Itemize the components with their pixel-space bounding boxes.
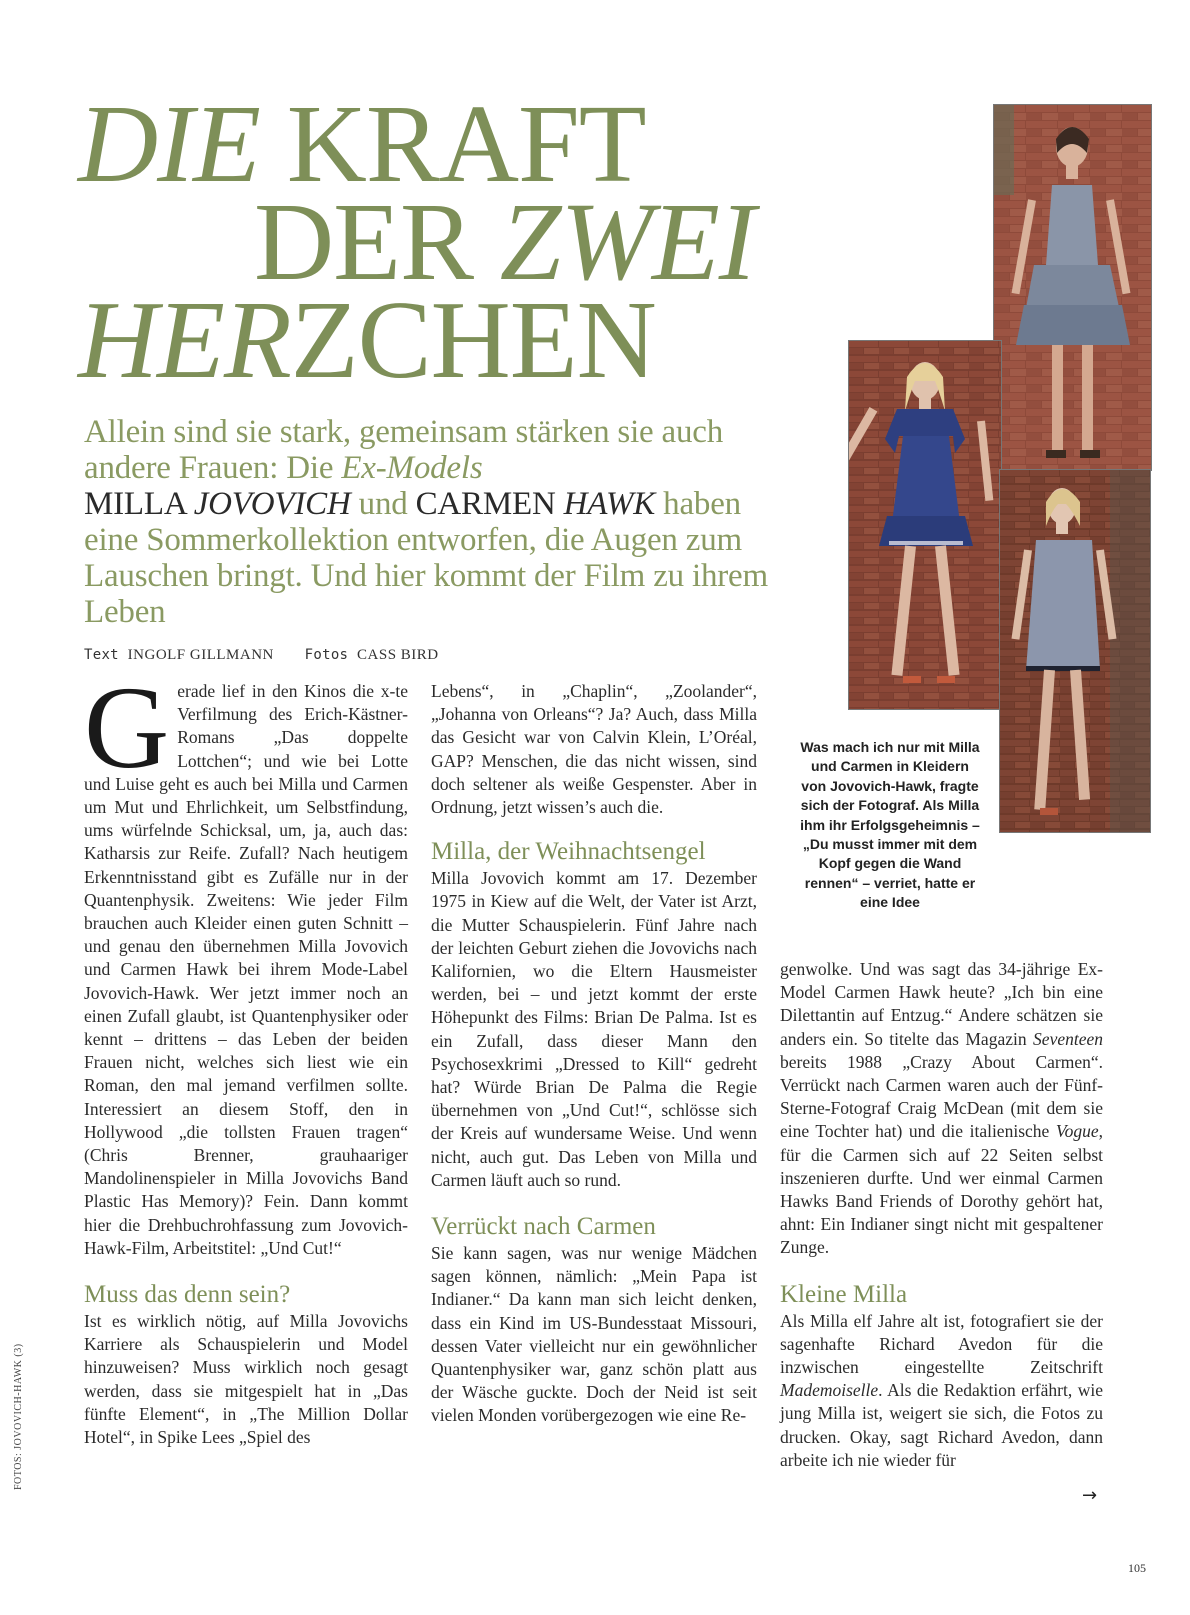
spacer: [431, 819, 757, 837]
headline-word: ZCHEN: [290, 279, 656, 402]
headline-word: DIE: [78, 83, 260, 206]
paragraph-text: Als Milla elf Jahre alt ist, fotografiert sie der sagenhafte Richard Avedon für die inzwischen eingestellte Zeitschrift: [780, 1310, 1103, 1378]
paragraph: Lebens“, in „Chaplin“, „Zoolander“, „Johanna von Orleans“? Ja? Auch, dass Milla das Gesicht war von Calvin Klein, L’Oréal, GAP? Menschen, die das nicht wissen, sind doch seltener als weiße Gespenster. Aber in Ordnung, jetzt wissen’s auch die.: [431, 681, 757, 818]
deck-text: haben eine Sommerkollektion entworfen, die Augen zum Lauschen bringt. Und hier kommt der Film zu ihrem Leben: [84, 486, 768, 630]
headline-word: DER: [254, 181, 500, 304]
section-heading: Milla, der Weihnachtsengel: [431, 838, 706, 866]
photo-milla: [993, 104, 1152, 471]
deck-text: Allein sind sie stark, gemeinsam stärken sie auch andere Frauen: Die: [84, 414, 724, 486]
deck-name: CARMEN: [415, 486, 564, 522]
paragraph: Ist es wirklich nötig, auf Milla Jovovichs Karriere als Schauspielerin und Model hinzuweisen? Muss wirklich noch gesagt werden, dass sie mitgespielt hat in „Das fünfte Element“, in „The Million Dollar Hotel“, in Spike Lees „Spiel des: [84, 1311, 408, 1448]
paragraph-text: erade lief in den Kinos die x-te Verfilmung des Erich-Kästner-Romans „Das doppelte Lottchen“; und wie bei Lotte und Luise geht es auch bei Milla und Carmen um Mut und Ehrlichkeit, um Selbstfindung, ums würfelnde Schicksal, um, ja, auch das: Katharsis zur Reife. Zufall? Nach heutigem Erkenntnisstand gibt es Zufälle nur in der Quantenphysik. Zweitens: Wie jeder Film brauchen auch Kleider einen guten Schnitt – und genau den übernehmen Milla Jovovich und Carmen Hawk bei ihrem Mode-Label Jovovich-Hawk. Wer jetzt immer noch an einen Zufall glaubt, ist Quantenphysiker oder kennt – drittens – das Leben der beiden Frauen nicht, welches sich liest wie ein Roman, den mal jemand verfilmen sollte. Interessiert an diesem Stoff, den in Hollywood „die tollsten Frauen tragen“ (Chris Brenner, grauhaariger Mandolinenspieler in Milla Jovovichs Band Plastic Has Memory)? Fein. Dann kommt hier die Drehbuchrohfassung zum Jovovich-Hawk-Film, Arbeitstitel: „Und Cut!“: [84, 681, 408, 1258]
photo-carmen-blue-dress: [848, 340, 1002, 710]
headline-line-2: [78, 181, 938, 304]
headline-line-3: [78, 279, 938, 402]
credit-label: Text: [84, 647, 119, 663]
headline-line-1: [78, 83, 938, 206]
paragraph: Sie kann sagen, was nur wenige Mädchen sagen können, nämlich: „Mein Papa ist Indianer.“ Da kann man sich leicht denken, dass ein Kind im US-Bundesstaat Missouri, dessen Vater vielleicht nur ein gewöhnlicher Quantenphysiker war, ganz schön platt aus der Wäsche guckte. Doch der Neid ist seit vielen Monden vorübergezogen wie eine Re-: [431, 1243, 757, 1426]
photo-illustration: [849, 341, 1001, 709]
drop-cap: G: [84, 662, 170, 793]
section-heading: Verrückt nach Carmen: [431, 1213, 656, 1241]
photo-caption: Was mach ich nur mit Milla und Carmen in Kleidern von Jovovich-Hawk, fragte sich der Fotograf. Als Milla ihm ihr Erfolgsgeheimnis – „Du musst immer mit dem Kopf gegen die Wand rennen“ – verriet, hatte er eine Idee: [800, 739, 980, 911]
column-1: [84, 662, 408, 1449]
spacer: [84, 1260, 408, 1280]
paragraph: [780, 958, 1103, 1260]
magazine-name: Mademoiselle: [780, 1380, 879, 1401]
section-heading: Kleine Milla: [780, 1280, 908, 1308]
paragraph-text: bereits 1988 „Crazy About Carmen“. Verrückt nach Carmen waren auch der Fünf-Sterne-Fotograf Craig McDean (mit dem sie eine Tochter hat) und die italienische: [780, 1051, 1103, 1142]
deck-name: HAWK: [563, 486, 656, 522]
credit-label: Fotos: [304, 647, 349, 663]
page-number: 105: [1128, 1561, 1146, 1575]
photo-carmen-grey-dress: [999, 469, 1151, 833]
headline-word: ZWEI: [499, 181, 755, 304]
spacer: [431, 1192, 757, 1212]
paragraph-text: . Als die Redaktion erfährt, wie jung Milla ist, weigert sie sich, die Fotos zu drucken. Okay, sagt Richard Avedon, dann arbeite ich nie wieder für: [780, 1380, 1103, 1470]
magazine-name: Vogue: [1055, 1121, 1099, 1142]
paragraph-text: genwolke. Und was sagt das 34-jährige Ex-Model Carmen Hawk heute? „Ich bin eine Dilettantin auf Entzug.“ Andere schätzen sie anders ein. So titelte das Magazin: [780, 959, 1103, 1049]
continue-arrow-icon: →: [1082, 1485, 1098, 1506]
column-2: [431, 680, 757, 1428]
deck: [84, 414, 784, 630]
deck-text: und: [350, 486, 416, 522]
column-3: [780, 958, 1103, 1472]
magazine-name: Seventeen: [1033, 1028, 1103, 1049]
section-heading: Muss das denn sein?: [84, 1281, 291, 1309]
credit-author: INGOLF GILLMANN: [127, 647, 274, 663]
headline-word: KRAFT: [259, 83, 646, 206]
photo-illustration: [994, 105, 1151, 470]
paragraph: [84, 662, 408, 1260]
photo-illustration: [1000, 470, 1150, 832]
paragraph: Milla Jovovich kommt am 17. Dezember 1975 in Kiew auf die Welt, der Vater ist Arzt, die Mutter Schauspielerin. Fünf Jahre nach der leichten Geburt ziehen die Jovovichs nach Kalifornien, wo die Eltern Hausmeister werden, bei – und jetzt kommt der erste Höhepunkt des Films: Brian De Palma. Ist es ein Zufall, dass dieser Mann den Psychosexkrimi „Dressed to Kill“ gedreht hat? Würde Brian De Palma die Regie übernehmen von „Und Cut!“, schlösse sich der Kreis auf wundersame Weise. Und wenn nicht, auch gut. Das Leben von Milla und Carmen läuft auch so rund.: [431, 868, 757, 1190]
deck-text: Ex-Models: [341, 450, 483, 486]
deck-name: JOVOVICH: [193, 486, 351, 522]
deck-name: MILLA: [84, 486, 194, 522]
spacer: [780, 1260, 1103, 1280]
photo-credit: FOTOS: JOVOVICH-HAWK (3): [13, 1343, 24, 1490]
headline: [78, 83, 938, 402]
credit-photographer: CASS BIRD: [357, 647, 439, 663]
headline-word: HER: [78, 279, 291, 402]
paragraph: [780, 1310, 1103, 1472]
paragraph-text: , für die Carmen sich auf 22 Seiten selbst inszenieren durfte. Und wer einmal Carmen Hawks Band Friends of Dorothy gehört hat, ahnt: Ein Indianer singt nicht mit gespaltener Zunge.: [780, 1121, 1103, 1258]
